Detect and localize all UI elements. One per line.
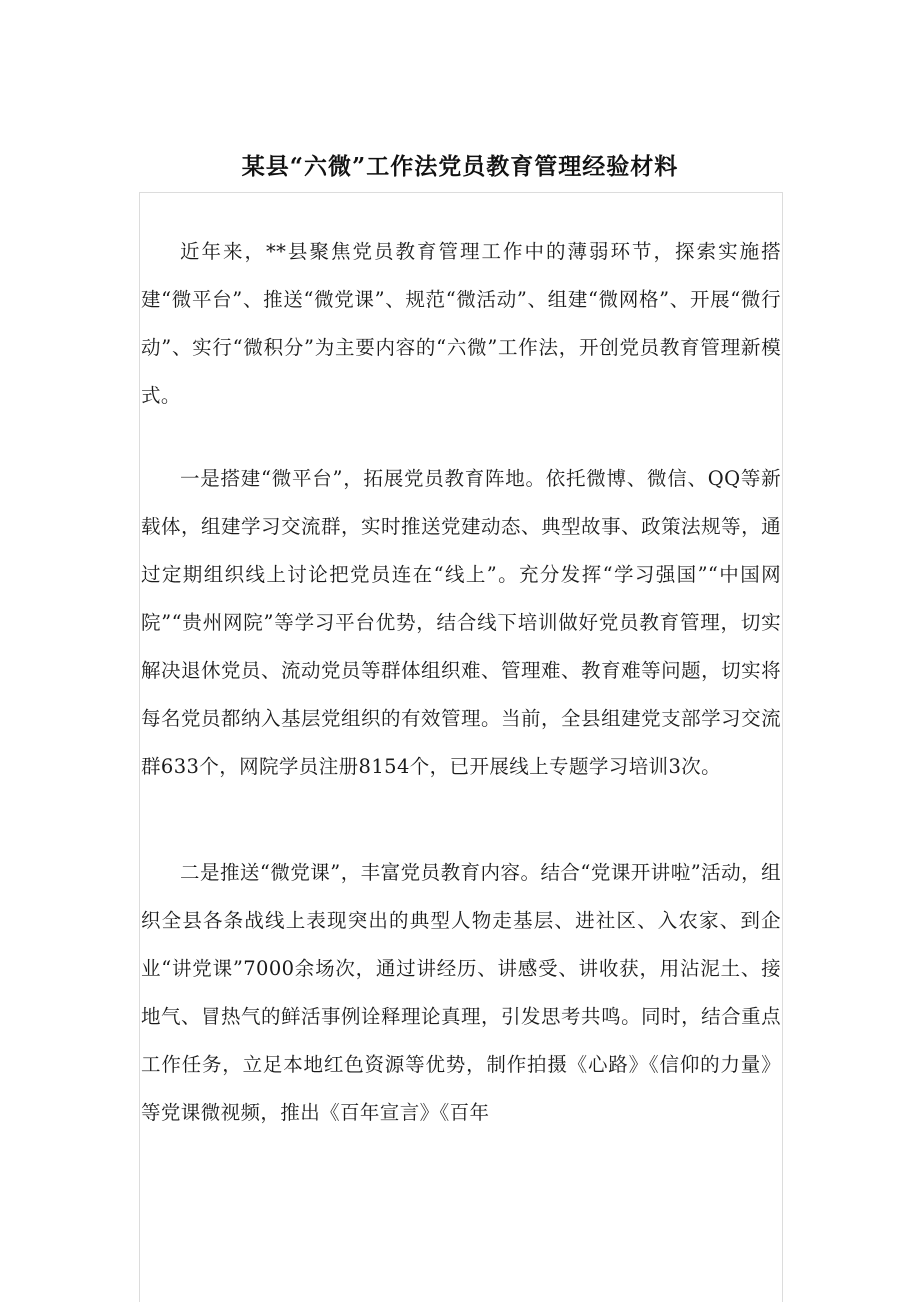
page-title: 某县“六微”工作法党员教育管理经验材料	[241, 153, 679, 180]
paragraph-micro-platform	[141, 455, 781, 791]
paragraph-micro-lesson	[141, 849, 781, 1137]
paragraph-text: 一是搭建“微平台”，拓展党员教育阵地。依托微博、微信、QQ等新载体，组建学习交流群，实时推送党建动态、典型故事、政策法规等，通过定期组织线上讨论把党员连在“线上”。充分发挥“学习强国”“中国网院”“贵州网院”等学习平台优势，结合线下培训做好党员教育管理，切实解决退休党员、流动党员等群体组织难、管理难、教育难等问题，切实将每名党员都纳入基层党组织的有效管理。当前，全县组建党支部学习交流群633个，网院学员注册8154个，已开展线上专题学习培训3次。	[141, 467, 781, 778]
paragraph-text: 二是推送“微党课”，丰富党员教育内容。结合“党课开讲啦”活动，组织全县各条战线上表现突出的典型人物走基层、进社区、入农家、到企业“讲党课”7000余场次，通过讲经历、讲感受、讲收获，用沾泥土、接地气、冒热气的鲜活事例诠释理论真理，引发思考共鸣。同时，结合重点工作任务，立足本地红色资源等优势，制作拍摄《心路》《信仰的力量》等党课微视频，推出《百年宣言》《百年	[141, 861, 781, 1124]
paragraph-text: 近年来，**县聚焦党员教育管理工作中的薄弱环节，探索实施搭建“微平台”、推送“微党课”、规范“微活动”、组建“微网格”、开展“微行动”、实行“微积分”为主要内容的“六微”工作法，开创党员教育管理新模式。	[141, 240, 781, 407]
paragraph-intro	[141, 228, 781, 420]
